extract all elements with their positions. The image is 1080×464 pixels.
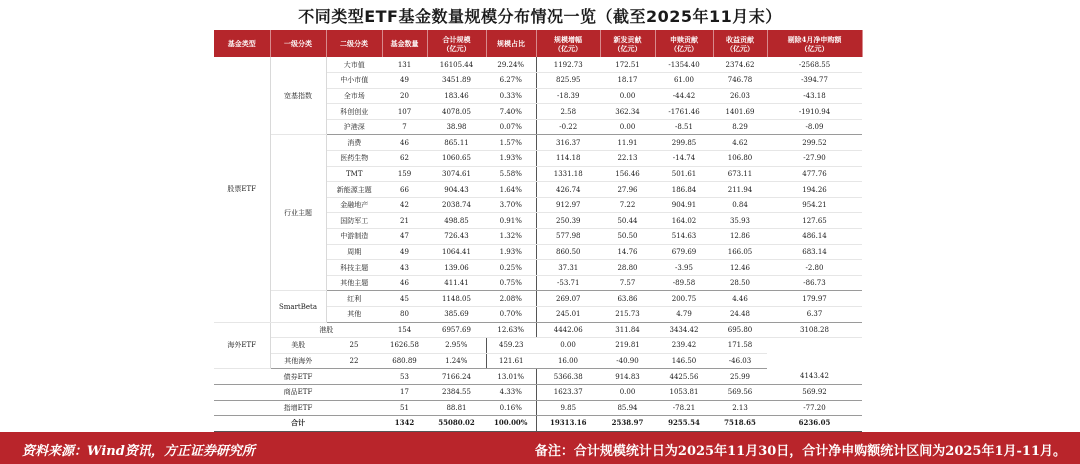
value-cell: 7.22 — [600, 197, 655, 213]
table-row — [214, 353, 862, 369]
table-header — [214, 30, 862, 57]
value-cell: 299.52 — [767, 135, 862, 151]
column-header: 规模占比 — [486, 30, 536, 57]
value-cell: 16.00 — [536, 353, 600, 369]
category-name: 周期 — [326, 244, 382, 260]
table-row — [214, 57, 862, 73]
value-cell: 726.43 — [427, 229, 486, 245]
value-cell: 0.70% — [486, 307, 536, 323]
value-cell: 2.58 — [536, 104, 600, 120]
value-cell: 164.02 — [655, 213, 713, 229]
column-header: 剔除4月净申购额 （亿元） — [767, 30, 862, 57]
value-cell: 131 — [382, 57, 427, 73]
value-cell: 4.33% — [486, 384, 536, 400]
value-cell: 673.11 — [713, 166, 767, 182]
value-cell: 1626.58 — [382, 338, 427, 354]
category-name: 消费 — [326, 135, 382, 151]
value-cell: 569.92 — [767, 384, 862, 400]
category-name: 科创创业 — [326, 104, 382, 120]
value-cell: 0.00 — [600, 88, 655, 104]
value-cell: 16105.44 — [427, 57, 486, 73]
value-cell: 200.75 — [655, 291, 713, 307]
value-cell: 0.33% — [486, 88, 536, 104]
value-cell: 88.81 — [427, 400, 486, 416]
column-header: 基金数量 — [382, 30, 427, 57]
category-name: 商品ETF — [214, 384, 382, 400]
value-cell: 1.32% — [486, 229, 536, 245]
value-cell: 4425.56 — [655, 369, 713, 385]
value-cell: 1053.81 — [655, 384, 713, 400]
value-cell: -40.90 — [600, 353, 655, 369]
value-cell: 146.50 — [655, 353, 713, 369]
value-cell: 22.13 — [600, 151, 655, 167]
value-cell: 27.96 — [600, 182, 655, 198]
value-cell: -2.80 — [767, 260, 862, 276]
value-cell: 24.48 — [713, 307, 767, 323]
value-cell: -3.95 — [655, 260, 713, 276]
etf-distribution-table — [214, 30, 863, 432]
value-cell: 912.97 — [536, 197, 600, 213]
category-name: 中游制造 — [326, 229, 382, 245]
value-cell: 0.07% — [486, 119, 536, 135]
value-cell: 4078.05 — [427, 104, 486, 120]
value-cell: 11.91 — [600, 135, 655, 151]
value-cell: 4.79 — [655, 307, 713, 323]
value-cell: 3108.28 — [767, 322, 862, 338]
value-cell: 63.86 — [600, 291, 655, 307]
value-cell: 1192.73 — [536, 57, 600, 73]
source-note: 资料来源：Wind资讯，方正证券研究所 — [22, 444, 255, 459]
column-header: 合计规模 （亿元） — [427, 30, 486, 57]
remark-note: 备注：合计规模统计日为2025年11月30日，合计净申购额统计区间为2025年1月-11月。 — [534, 444, 1066, 459]
value-cell: 1.93% — [486, 244, 536, 260]
value-cell: 1342 — [382, 416, 427, 432]
column-header: 二级分类 — [326, 30, 382, 57]
value-cell: 1.24% — [427, 353, 486, 369]
value-cell: 5.58% — [486, 166, 536, 182]
value-cell: 1060.65 — [427, 151, 486, 167]
category-name: 沪港深 — [326, 119, 382, 135]
value-cell: -1354.40 — [655, 57, 713, 73]
column-header: 一级分类 — [270, 30, 326, 57]
value-cell: 172.51 — [600, 57, 655, 73]
value-cell: 19313.16 — [536, 416, 600, 432]
value-cell: 66 — [382, 182, 427, 198]
category-name: TMT — [326, 166, 382, 182]
header-row — [214, 30, 862, 57]
value-cell: 62 — [382, 151, 427, 167]
value-cell: 6957.69 — [427, 322, 486, 338]
value-cell: 577.98 — [536, 229, 600, 245]
value-cell: 215.73 — [600, 307, 655, 323]
category-name: 中小市值 — [326, 73, 382, 89]
value-cell: -2568.55 — [767, 57, 862, 73]
table-row — [214, 322, 862, 338]
value-cell: 426.74 — [536, 182, 600, 198]
value-cell: 106.80 — [713, 151, 767, 167]
value-cell: 7166.24 — [427, 369, 486, 385]
value-cell: 362.34 — [600, 104, 655, 120]
value-cell: 0.00 — [600, 384, 655, 400]
value-cell: 316.37 — [536, 135, 600, 151]
value-cell: 904.91 — [655, 197, 713, 213]
category-name: 指增ETF — [214, 400, 382, 416]
category-name: 其他海外 — [270, 353, 326, 369]
category-name: 红利 — [326, 291, 382, 307]
value-cell: 50.50 — [600, 229, 655, 245]
table-row — [214, 338, 862, 354]
value-cell: 9255.54 — [655, 416, 713, 432]
value-cell: 22 — [326, 353, 382, 369]
value-cell: 1401.69 — [713, 104, 767, 120]
value-cell: 1064.41 — [427, 244, 486, 260]
value-cell: 14.76 — [600, 244, 655, 260]
value-cell: -18.39 — [536, 88, 600, 104]
value-cell: -78.21 — [655, 400, 713, 416]
value-cell: 680.89 — [382, 353, 427, 369]
value-cell: 7.57 — [600, 275, 655, 291]
value-cell: 501.61 — [655, 166, 713, 182]
value-cell: 486.14 — [767, 229, 862, 245]
value-cell: 107 — [382, 104, 427, 120]
value-cell: 2.08% — [486, 291, 536, 307]
category-name: 大市值 — [326, 57, 382, 73]
value-cell: 0.16% — [486, 400, 536, 416]
value-cell: -8.09 — [767, 119, 862, 135]
value-cell: 0.75% — [486, 275, 536, 291]
group-label: 股票ETF — [214, 57, 270, 322]
category-name: 其他主题 — [326, 275, 382, 291]
value-cell: 45 — [382, 291, 427, 307]
value-cell: 904.43 — [427, 182, 486, 198]
value-cell: 3074.61 — [427, 166, 486, 182]
group-label: SmartBeta — [270, 291, 326, 322]
value-cell: -77.20 — [767, 400, 862, 416]
value-cell: 2038.74 — [427, 197, 486, 213]
value-cell: -0.22 — [536, 119, 600, 135]
column-header: 规模增幅 （亿元） — [536, 30, 600, 57]
value-cell: 2538.97 — [600, 416, 655, 432]
value-cell: 411.41 — [427, 275, 486, 291]
table-body — [214, 57, 862, 431]
value-cell: 80 — [382, 307, 427, 323]
column-header: 基金类型 — [214, 30, 270, 57]
value-cell: 311.84 — [600, 322, 655, 338]
value-cell: 2.95% — [427, 338, 486, 354]
value-cell: 46 — [382, 135, 427, 151]
value-cell: 498.85 — [427, 213, 486, 229]
value-cell: -1761.46 — [655, 104, 713, 120]
table-row — [214, 400, 862, 416]
value-cell: 3451.89 — [427, 73, 486, 89]
value-cell: 8.29 — [713, 119, 767, 135]
group-label: 海外ETF — [214, 322, 270, 369]
value-cell: 7518.65 — [713, 416, 767, 432]
value-cell: -14.74 — [655, 151, 713, 167]
value-cell: 514.63 — [655, 229, 713, 245]
value-cell: 127.65 — [767, 213, 862, 229]
column-header: 申赎贡献 （亿元） — [655, 30, 713, 57]
value-cell: 100.00% — [486, 416, 536, 432]
value-cell: 2374.62 — [713, 57, 767, 73]
value-cell: 21 — [382, 213, 427, 229]
value-cell: 683.14 — [767, 244, 862, 260]
value-cell: 12.46 — [713, 260, 767, 276]
value-cell: -43.18 — [767, 88, 862, 104]
value-cell: 6236.05 — [767, 416, 862, 432]
category-name: 新能源主题 — [326, 182, 382, 198]
table-row — [214, 135, 862, 151]
value-cell: -8.51 — [655, 119, 713, 135]
value-cell: 38.98 — [427, 119, 486, 135]
category-name: 港股 — [270, 322, 382, 338]
value-cell: 477.76 — [767, 166, 862, 182]
value-cell: 37.31 — [536, 260, 600, 276]
value-cell: -89.58 — [655, 275, 713, 291]
value-cell: 166.05 — [713, 244, 767, 260]
value-cell: 179.97 — [767, 291, 862, 307]
value-cell: 183.46 — [427, 88, 486, 104]
value-cell: 114.18 — [536, 151, 600, 167]
value-cell: 85.94 — [600, 400, 655, 416]
value-cell: 7.40% — [486, 104, 536, 120]
value-cell: 9.85 — [536, 400, 600, 416]
value-cell: 1.93% — [486, 151, 536, 167]
column-header: 新发贡献 （亿元） — [600, 30, 655, 57]
value-cell: 139.06 — [427, 260, 486, 276]
value-cell: 914.83 — [600, 369, 655, 385]
value-cell: 49 — [382, 244, 427, 260]
value-cell: 49 — [382, 73, 427, 89]
value-cell: 679.69 — [655, 244, 713, 260]
value-cell: 20 — [382, 88, 427, 104]
value-cell: 825.95 — [536, 73, 600, 89]
column-header: 收益贡献 （亿元） — [713, 30, 767, 57]
value-cell: 569.56 — [713, 384, 767, 400]
value-cell: 46 — [382, 275, 427, 291]
category-name: 医药生物 — [326, 151, 382, 167]
value-cell: 7 — [382, 119, 427, 135]
value-cell: 35.93 — [713, 213, 767, 229]
category-name: 全市场 — [326, 88, 382, 104]
footer-bar — [0, 432, 1080, 464]
value-cell: 18.17 — [600, 73, 655, 89]
value-cell: 6.37 — [767, 307, 862, 323]
value-cell: 12.86 — [713, 229, 767, 245]
value-cell: 28.50 — [713, 275, 767, 291]
value-cell: 42 — [382, 197, 427, 213]
total-row — [214, 416, 862, 432]
value-cell: 13.01% — [486, 369, 536, 385]
value-cell: 61.00 — [655, 73, 713, 89]
value-cell: 194.26 — [767, 182, 862, 198]
value-cell: 3434.42 — [655, 322, 713, 338]
value-cell: 269.07 — [536, 291, 600, 307]
value-cell: 954.21 — [767, 197, 862, 213]
group-label: 行业主题 — [270, 135, 326, 291]
value-cell: 121.61 — [486, 353, 536, 369]
value-cell: -53.71 — [536, 275, 600, 291]
value-cell: 299.85 — [655, 135, 713, 151]
value-cell: -44.42 — [655, 88, 713, 104]
value-cell: 860.50 — [536, 244, 600, 260]
value-cell: 171.58 — [713, 338, 767, 354]
value-cell: 12.63% — [486, 322, 536, 338]
value-cell: 459.23 — [486, 338, 536, 354]
category-name: 合计 — [214, 416, 382, 432]
value-cell: 53 — [382, 369, 427, 385]
value-cell: 245.01 — [536, 307, 600, 323]
value-cell: 17 — [382, 384, 427, 400]
value-cell: 51 — [382, 400, 427, 416]
table-row — [214, 384, 862, 400]
value-cell: 1.57% — [486, 135, 536, 151]
category-name: 科技主题 — [326, 260, 382, 276]
value-cell: 695.80 — [713, 322, 767, 338]
category-name: 国防军工 — [326, 213, 382, 229]
value-cell: 26.03 — [713, 88, 767, 104]
value-cell: 6.27% — [486, 73, 536, 89]
value-cell: 25 — [326, 338, 382, 354]
value-cell: 0.84 — [713, 197, 767, 213]
category-name: 金融地产 — [326, 197, 382, 213]
value-cell: 1.64% — [486, 182, 536, 198]
value-cell: -27.90 — [767, 151, 862, 167]
value-cell: -46.03 — [713, 353, 767, 369]
value-cell: -86.73 — [767, 275, 862, 291]
value-cell: 154 — [382, 322, 427, 338]
value-cell: 29.24% — [486, 57, 536, 73]
category-name: 其他 — [326, 307, 382, 323]
value-cell: 219.81 — [600, 338, 655, 354]
value-cell: 250.39 — [536, 213, 600, 229]
value-cell: 156.46 — [600, 166, 655, 182]
value-cell: 0.25% — [486, 260, 536, 276]
value-cell: 4.62 — [713, 135, 767, 151]
value-cell: 865.11 — [427, 135, 486, 151]
value-cell: 2384.55 — [427, 384, 486, 400]
value-cell: 0.91% — [486, 213, 536, 229]
category-name: 美股 — [270, 338, 326, 354]
value-cell: 50.44 — [600, 213, 655, 229]
value-cell: 186.84 — [655, 182, 713, 198]
value-cell: 47 — [382, 229, 427, 245]
value-cell: 5366.38 — [536, 369, 600, 385]
value-cell: 1623.37 — [536, 384, 600, 400]
value-cell: 28.80 — [600, 260, 655, 276]
value-cell: 4442.06 — [536, 322, 600, 338]
value-cell: 746.78 — [713, 73, 767, 89]
value-cell: -394.77 — [767, 73, 862, 89]
value-cell: 25.99 — [713, 369, 767, 385]
value-cell: 4143.42 — [767, 369, 862, 385]
value-cell: 2.13 — [713, 400, 767, 416]
table-row — [214, 369, 862, 385]
value-cell: 385.69 — [427, 307, 486, 323]
value-cell: 239.42 — [655, 338, 713, 354]
value-cell: 55080.02 — [427, 416, 486, 432]
value-cell: 1148.05 — [427, 291, 486, 307]
value-cell: -1910.94 — [767, 104, 862, 120]
value-cell: 43 — [382, 260, 427, 276]
table-title: 不同类型ETF基金数量规模分布情况一览（截至2025年11月末） — [298, 7, 782, 26]
value-cell: 3.70% — [486, 197, 536, 213]
value-cell: 1331.18 — [536, 166, 600, 182]
category-name: 债券ETF — [214, 369, 382, 385]
group-label: 宽基指数 — [270, 57, 326, 135]
value-cell: 4.46 — [713, 291, 767, 307]
table-row — [214, 291, 862, 307]
value-cell: 211.94 — [713, 182, 767, 198]
value-cell: 0.00 — [600, 119, 655, 135]
value-cell: 0.00 — [536, 338, 600, 354]
value-cell: 159 — [382, 166, 427, 182]
